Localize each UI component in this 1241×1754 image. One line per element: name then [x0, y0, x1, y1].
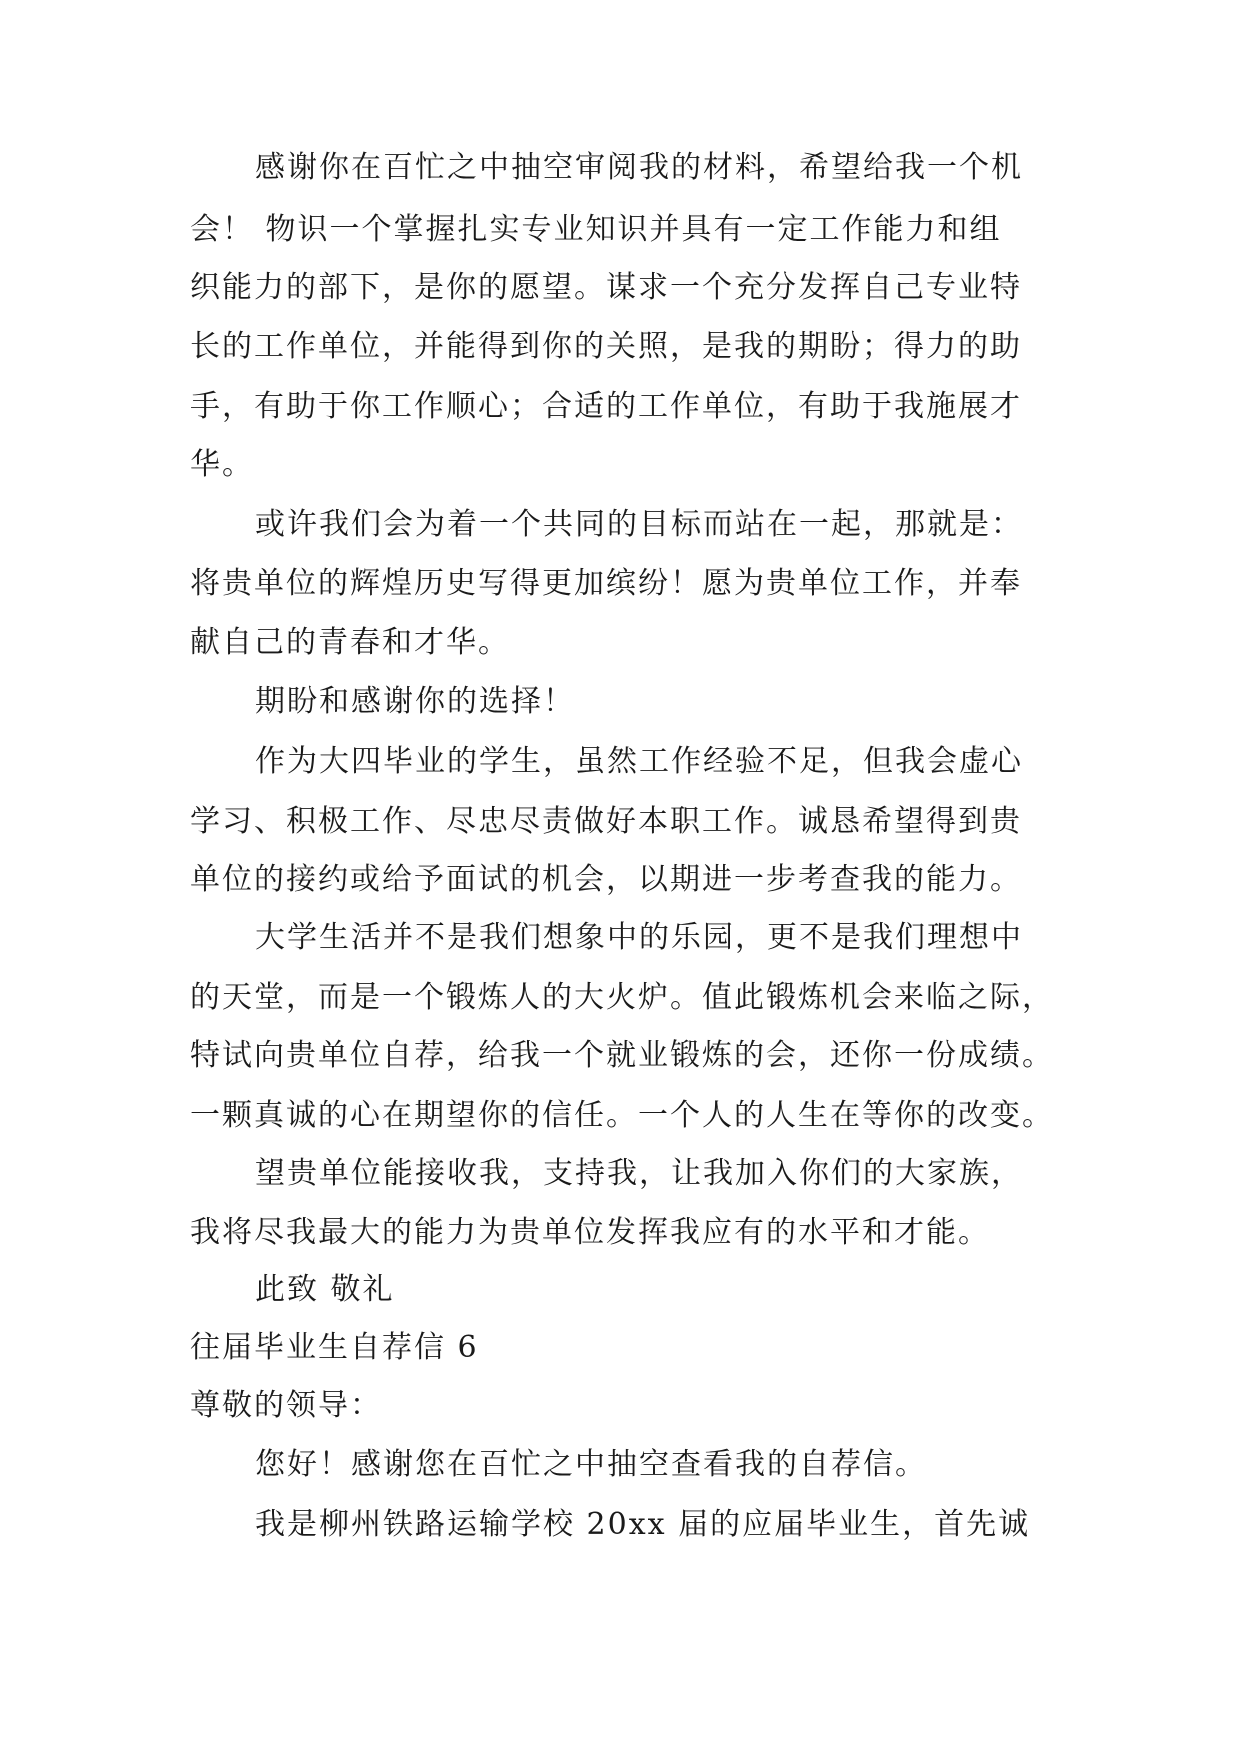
- paragraph-line: 会！ 物识一个掌握扎实专业知识并具有一定工作能力和组: [190, 212, 1002, 247]
- paragraph-line: 作为大四毕业的学生，虽然工作经验不足，但我会虚心: [255, 744, 1023, 779]
- paragraph-line: 您好！感谢您在百忙之中抽空查看我的自荐信。: [255, 1447, 927, 1482]
- paragraph-line: 手，有助于你工作顺心；合适的工作单位，有助于我施展才: [190, 389, 1022, 424]
- paragraph-line: 或许我们会为着一个共同的目标而站在一起，那就是：: [255, 507, 1023, 542]
- paragraph-line: 大学生活并不是我们想象中的乐园，更不是我们理想中: [255, 920, 1023, 955]
- closing-salutation: 此致 敬礼: [255, 1272, 395, 1307]
- paragraph-line: 织能力的部下，是你的愿望。谋求一个充分发挥自己专业特: [190, 270, 1022, 305]
- paragraph-line: 献自己的青春和才华。: [190, 625, 510, 660]
- paragraph-line: 一颗真诚的心在期望你的信任。一个人的人生在等你的改变。: [190, 1098, 1054, 1133]
- paragraph-line: 特试向贵单位自荐，给我一个就业锻炼的会，还你一份成绩。: [190, 1038, 1054, 1073]
- paragraph-line: 我将尽我最大的能力为贵单位发挥我应有的水平和才能。: [190, 1215, 990, 1250]
- paragraph-line: 学习、积极工作、尽忠尽责做好本职工作。诚恳希望得到贵: [190, 804, 1022, 839]
- section-heading: 往届毕业生自荐信 6: [190, 1330, 479, 1365]
- paragraph-line: 望贵单位能接收我，支持我，让我加入你们的大家族，: [255, 1156, 1023, 1191]
- letter-greeting: 尊敬的领导：: [190, 1388, 382, 1423]
- paragraph-line: 华。: [190, 447, 254, 482]
- paragraph-line: 的天堂，而是一个锻炼人的大火炉。值此锻炼机会来临之际，: [190, 980, 1054, 1015]
- paragraph-line: 我是柳州铁路运输学校 20xx 届的应届毕业生，首先诚: [255, 1507, 1031, 1542]
- paragraph-line: 将贵单位的辉煌历史写得更加缤纷！愿为贵单位工作，并奉: [190, 566, 1022, 601]
- paragraph-line: 期盼和感谢你的选择！: [255, 684, 575, 719]
- paragraph-line: 长的工作单位，并能得到你的关照，是我的期盼；得力的助: [190, 329, 1022, 364]
- paragraph-line: 感谢你在百忙之中抽空审阅我的材料，希望给我一个机: [255, 150, 1023, 185]
- paragraph-line: 单位的接约或给予面试的机会，以期进一步考查我的能力。: [190, 862, 1022, 897]
